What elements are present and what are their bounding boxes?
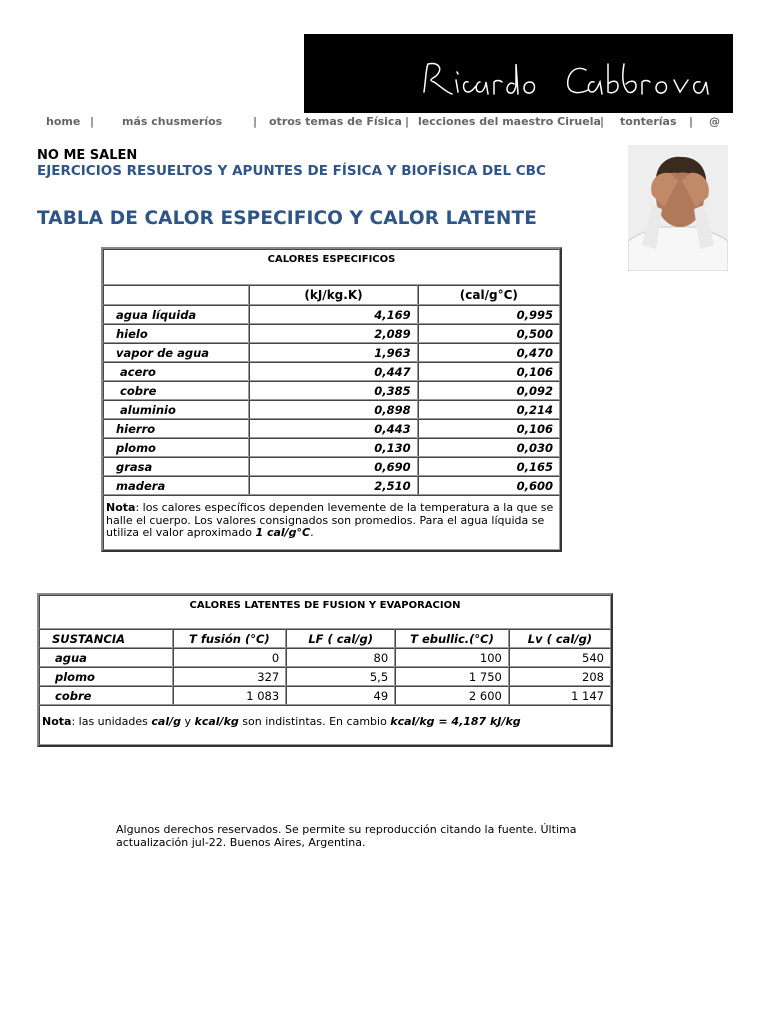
value-boiling: 100 bbox=[395, 648, 509, 667]
table-row bbox=[103, 476, 560, 495]
signature-logo bbox=[416, 56, 726, 100]
latent-heat-note bbox=[39, 705, 611, 745]
footer-text: Algunos derechos reservados. Se permite su reproducción citando la fuente. Última actualización jul-22. Buenos Aires, Argentina. bbox=[116, 823, 577, 849]
table-row bbox=[103, 343, 560, 362]
table-row bbox=[103, 419, 560, 438]
value-kj: 0,898 bbox=[249, 400, 417, 419]
table-row bbox=[103, 438, 560, 457]
substance-name: cobre bbox=[39, 686, 173, 705]
note-value: 1 cal/g°C bbox=[255, 526, 311, 539]
table-row bbox=[103, 400, 560, 419]
table-row bbox=[103, 324, 560, 343]
latent-heat-table bbox=[37, 593, 613, 747]
author-photo bbox=[628, 145, 728, 271]
nav-link-mas-chusmerios[interactable]: más chusmeríos bbox=[122, 115, 223, 128]
nav-separator: | bbox=[253, 115, 258, 128]
nav-link-home[interactable]: home bbox=[46, 115, 81, 128]
value-lv: 540 bbox=[509, 648, 611, 667]
table-row bbox=[103, 362, 560, 381]
value-kj: 0,443 bbox=[249, 419, 417, 438]
table-row bbox=[39, 686, 611, 705]
substance-name: plomo bbox=[103, 438, 249, 457]
value-cal: 0,600 bbox=[418, 476, 560, 495]
value-cal: 0,030 bbox=[418, 438, 560, 457]
site-kicker: NO ME SALEN bbox=[37, 148, 138, 163]
specific-heat-table bbox=[101, 247, 562, 552]
note-label: Nota bbox=[106, 501, 136, 514]
table-caption: CALORES LATENTES DE FUSION Y EVAPORACION bbox=[39, 595, 611, 629]
nav-link-otros-temas[interactable]: otros temas de Física bbox=[269, 115, 402, 128]
value-lf: 5,5 bbox=[286, 667, 395, 686]
substance-name: agua bbox=[39, 648, 173, 667]
substance-name: cobre bbox=[103, 381, 249, 400]
note-end: . bbox=[310, 526, 314, 539]
note-text: son indistintas. En cambio bbox=[238, 715, 391, 728]
value-kj: 0,385 bbox=[249, 381, 417, 400]
column-header-substance: SUSTANCIA bbox=[39, 629, 173, 648]
value-melting: 1 083 bbox=[173, 686, 287, 705]
table-caption: CALORES ESPECIFICOS bbox=[103, 249, 560, 285]
column-header-kj: (kJ/kg.K) bbox=[249, 285, 417, 305]
note-equivalence: kcal/kg = 4,187 kJ/kg bbox=[390, 715, 521, 728]
nav-separator: | bbox=[689, 115, 694, 128]
value-lf: 80 bbox=[286, 648, 395, 667]
note-text: y bbox=[181, 715, 195, 728]
column-header-boiling-point: T ebullic.(°C) bbox=[395, 629, 509, 648]
value-cal: 0,995 bbox=[418, 305, 560, 324]
table-row bbox=[103, 457, 560, 476]
nav-link-email[interactable]: @ bbox=[709, 115, 720, 128]
value-kj: 0,130 bbox=[249, 438, 417, 457]
nav-link-tonterias[interactable]: tonterías bbox=[620, 115, 677, 128]
nav-link-lecciones[interactable]: lecciones del maestro Ciruela bbox=[418, 115, 601, 128]
value-kj: 1,963 bbox=[249, 343, 417, 362]
value-cal: 0,470 bbox=[418, 343, 560, 362]
substance-name: agua líquida bbox=[103, 305, 249, 324]
value-lf: 49 bbox=[286, 686, 395, 705]
value-cal: 0,092 bbox=[418, 381, 560, 400]
value-kj: 0,447 bbox=[249, 362, 417, 381]
value-kj: 0,690 bbox=[249, 457, 417, 476]
value-melting: 0 bbox=[173, 648, 287, 667]
value-melting: 327 bbox=[173, 667, 287, 686]
nav-separator: | bbox=[405, 115, 410, 128]
note-text: : los calores específicos dependen levemente de la temperatura a la que se halle el cuerpo. Los valores consignados son promedios. Para el agua líquida se utiliza el valor aproximado bbox=[106, 501, 554, 539]
value-lv: 208 bbox=[509, 667, 611, 686]
substance-name: hielo bbox=[103, 324, 249, 343]
specific-heat-note bbox=[103, 495, 560, 550]
column-header-latent-vaporization: Lv ( cal/g) bbox=[509, 629, 611, 648]
author-photo-image bbox=[628, 145, 728, 271]
column-header-latent-fusion: LF ( cal/g) bbox=[286, 629, 395, 648]
value-cal: 0,106 bbox=[418, 419, 560, 438]
value-cal: 0,165 bbox=[418, 457, 560, 476]
substance-name: hierro bbox=[103, 419, 249, 438]
note-unit-calg: cal/g bbox=[151, 715, 181, 728]
value-lv: 1 147 bbox=[509, 686, 611, 705]
value-boiling: 2 600 bbox=[395, 686, 509, 705]
substance-name: grasa bbox=[103, 457, 249, 476]
table-row bbox=[103, 381, 560, 400]
note-unit-kcalkg: kcal/kg bbox=[194, 715, 239, 728]
substance-name: acero bbox=[103, 362, 249, 381]
value-kj: 4,169 bbox=[249, 305, 417, 324]
table-row bbox=[103, 305, 560, 324]
page-title: TABLA DE CALOR ESPECIFICO Y CALOR LATENTE bbox=[37, 208, 537, 229]
value-kj: 2,089 bbox=[249, 324, 417, 343]
value-cal: 0,500 bbox=[418, 324, 560, 343]
value-kj: 2,510 bbox=[249, 476, 417, 495]
nav-separator: | bbox=[90, 115, 95, 128]
note-label: Nota bbox=[42, 715, 72, 728]
substance-name: madera bbox=[103, 476, 249, 495]
substance-name: plomo bbox=[39, 667, 173, 686]
value-cal: 0,214 bbox=[418, 400, 560, 419]
value-cal: 0,106 bbox=[418, 362, 560, 381]
table-header-empty bbox=[103, 285, 249, 305]
table-row bbox=[39, 648, 611, 667]
nav-bar bbox=[0, 115, 768, 131]
substance-name: aluminio bbox=[103, 400, 249, 419]
substance-name: vapor de agua bbox=[103, 343, 249, 362]
note-text: : las unidades bbox=[71, 715, 152, 728]
table-row bbox=[39, 667, 611, 686]
column-header-cal: (cal/g°C) bbox=[418, 285, 560, 305]
header-banner bbox=[304, 34, 733, 113]
value-boiling: 1 750 bbox=[395, 667, 509, 686]
nav-separator: | bbox=[600, 115, 605, 128]
site-subtitle: EJERCICIOS RESUELTOS Y APUNTES DE FÍSICA Y BIOFÍSICA DEL CBC bbox=[37, 163, 546, 179]
column-header-melting-point: T fusión (°C) bbox=[173, 629, 287, 648]
